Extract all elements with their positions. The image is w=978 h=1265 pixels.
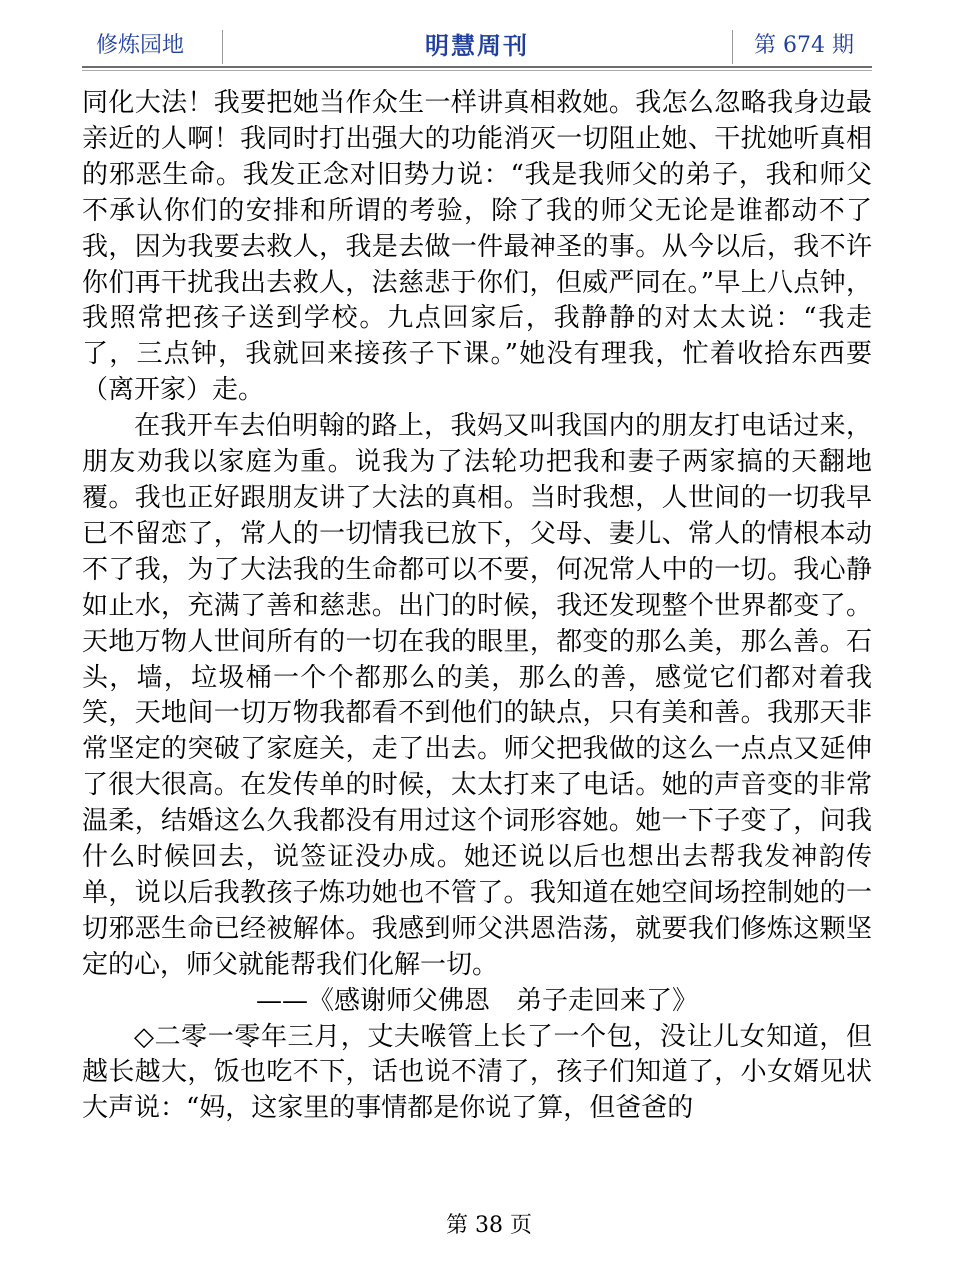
paragraph: ◇二零一零年三月，丈夫喉管上长了一个包，没让儿女知道，但越长越大，饭也吃不下，话也说不清了，孩子们知道了，小女婿见状大声说：“妈，这家里的事情都是你说了算，但爸爸的	[82, 1021, 872, 1124]
publication-title: 明慧周刊	[425, 31, 529, 60]
header-separator	[732, 30, 733, 64]
section-label: 修炼园地	[96, 33, 185, 58]
page-number: 第 38 页	[446, 1213, 532, 1238]
header-rule	[82, 66, 872, 68]
page-header	[82, 26, 872, 66]
article-body	[82, 86, 872, 1127]
issue-number: 第 674 期	[754, 33, 854, 58]
header-rule	[82, 70, 872, 71]
paragraph: 在我开车去伯明翰的路上，我妈又叫我国内的朋友打电话过来，朋友劝我以家庭为重。说我为了法轮功把我和妻子两家搞的天翻地覆。我也正好跟朋友讲了大法的真相。当时我想，人世间的一切我早已不留恋了，常人的一切情我已放下，父母、妻儿、常人的情根本动不了我，为了大法我的生命都可以不要，何况常人中的一切。我心静如止水，充满了善和慈悲。出门的时候，我还发现整个世界都变了。天地万物人世间所有的一切在我的眼里，都变的那么美，那么善。石头，墙，垃圾桶一个个都那么的美，那么的善，感觉它们都对着我笑，天地间一切万物我都看不到他们的缺点，只有美和善。我那天非常坚定的突破了家庭关，走了出去。师父把我做的这么一点点又延伸了很大很高。在发传单的时候，太太打来了电话。她的声音变的非常温柔，结婚这么久我都没有用过这个词形容她。她一下子变了，问我什么时候回去，说签证没办成。她还说以后也想出去帮我发神韵传单，说以后我教孩子炼功她也不管了。我知道在她空间场控制她的一切邪恶生命已经被解体。我感到师父洪恩浩荡，就要我们修炼这颗坚定的心，师父就能帮我们化解一切。	[82, 411, 872, 980]
attribution: ——《感谢师父佛恩 弟子走回来了》	[255, 985, 698, 1016]
paragraph: 同化大法！我要把她当作众生一样讲真相救她。我怎么忽略我身边最亲近的人啊！我同时打出强大的功能消灭一切阻止她、干扰她听真相的邪恶生命。我发正念对旧势力说：“我是我师父的弟子，我和师父不承认你们的安排和所谓的考验，除了我的师父无论是谁都动不了我，因为我要去救人，我是去做一件最神圣的事。从今以后，我不许你们再干扰我出去救人，法慈悲于你们，但威严同在。”早上八点钟，我照常把孩子送到学校。九点回家后，我静静的对太太说：“我走了，三点钟，我就回来接孩子下课。”她没有理我，忙着收拾东西要（离开家）走。	[82, 88, 872, 406]
